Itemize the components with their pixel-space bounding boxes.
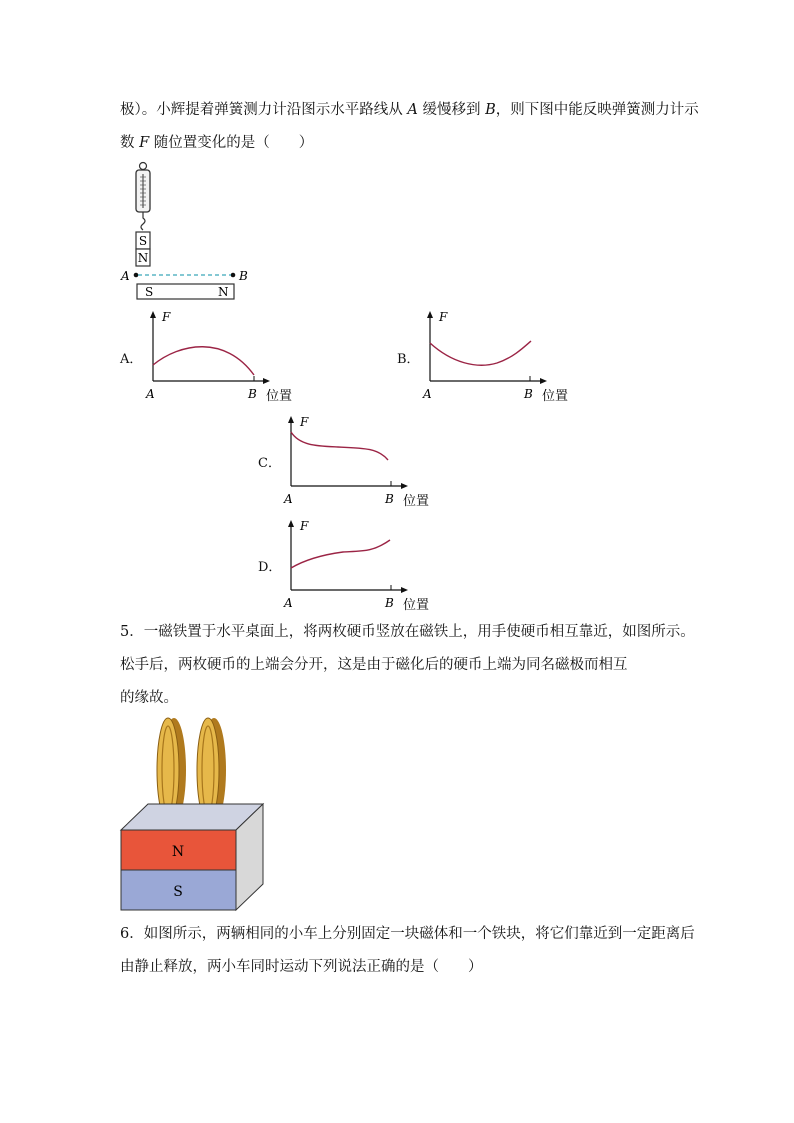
axis-label-position: 位置 bbox=[403, 598, 430, 613]
axis-end-b: B bbox=[248, 387, 257, 401]
axis-label-position: 位置 bbox=[266, 389, 293, 404]
text-segment: 数 bbox=[120, 135, 140, 151]
pole-label-s: S bbox=[138, 234, 148, 248]
curve-d bbox=[291, 540, 390, 568]
option-c-graph bbox=[278, 410, 448, 510]
axis-origin-a: A bbox=[284, 492, 293, 506]
var-f: F bbox=[139, 135, 150, 151]
axis-label-position: 位置 bbox=[403, 494, 430, 509]
option-a-graph bbox=[140, 305, 310, 405]
q5-text-line3: 的缘故。 bbox=[120, 690, 178, 706]
option-c-label: C． bbox=[258, 456, 281, 471]
text-segment: 极）。小辉提着弹簧测力计沿图示水平路线从 bbox=[120, 102, 408, 118]
spring-scale-icon bbox=[136, 163, 150, 231]
bar-pole-s: S bbox=[145, 285, 154, 299]
q5-text-line2: 松手后，两枚硬币的上端会分开，这是由于磁化后的硬币上端为同名磁极而相互 bbox=[120, 657, 628, 673]
curve-c bbox=[291, 432, 388, 460]
point-a-dot bbox=[134, 273, 139, 278]
option-d-graph bbox=[278, 514, 448, 614]
text-segment: ，则下图中能反映弹簧测力计示 bbox=[495, 102, 699, 118]
coins-on-magnet-figure bbox=[118, 712, 268, 912]
spring-scale-setup-figure bbox=[110, 160, 250, 305]
text-segment: 缓慢移到 bbox=[417, 102, 486, 118]
option-a-label: A． bbox=[120, 352, 143, 367]
point-b-dot bbox=[231, 273, 236, 278]
axis-origin-a: A bbox=[423, 387, 432, 401]
curve-b bbox=[430, 341, 531, 365]
axis-origin-a: A bbox=[146, 387, 155, 401]
axis-f: F bbox=[300, 415, 309, 429]
pole-label-n: N bbox=[137, 251, 149, 265]
magnet-label-n: N bbox=[171, 844, 185, 860]
axis-end-b: B bbox=[524, 387, 533, 401]
text-segment: 随位置变化的是（ ） bbox=[149, 135, 314, 151]
option-b-label: B． bbox=[397, 352, 420, 367]
label-b: B bbox=[239, 269, 248, 283]
q4-text-line1 bbox=[120, 100, 699, 120]
axis-end-b: B bbox=[385, 596, 394, 610]
q6-text-line2: 由静止释放，两小车同时运动下列说法正确的是（ ） bbox=[120, 959, 483, 975]
q4-text-line2 bbox=[120, 133, 313, 153]
axis-f: F bbox=[300, 519, 309, 533]
var-a: A bbox=[407, 102, 418, 118]
axis-end-b: B bbox=[385, 492, 394, 506]
label-a: A bbox=[121, 269, 130, 283]
q6-text-line1: 6．如图所示，两辆相同的小车上分别固定一块磁体和一个铁块，将它们靠近到一定距离后 bbox=[120, 926, 695, 942]
magnet-label-s: S bbox=[173, 884, 183, 900]
bar-pole-n: N bbox=[218, 285, 229, 299]
axis-f: F bbox=[439, 310, 448, 324]
curve-a bbox=[153, 347, 254, 375]
q5-text-line1: 5．一磁铁置于水平桌面上，将两枚硬币竖放在磁铁上，用手使硬币相互靠近，如图所示。 bbox=[120, 624, 695, 640]
axis-f: F bbox=[162, 310, 171, 324]
axis-origin-a: A bbox=[284, 596, 293, 610]
axis-label-position: 位置 bbox=[542, 389, 569, 404]
option-d-label: D． bbox=[258, 560, 282, 575]
var-b: B bbox=[485, 102, 496, 118]
option-b-graph bbox=[417, 305, 587, 405]
